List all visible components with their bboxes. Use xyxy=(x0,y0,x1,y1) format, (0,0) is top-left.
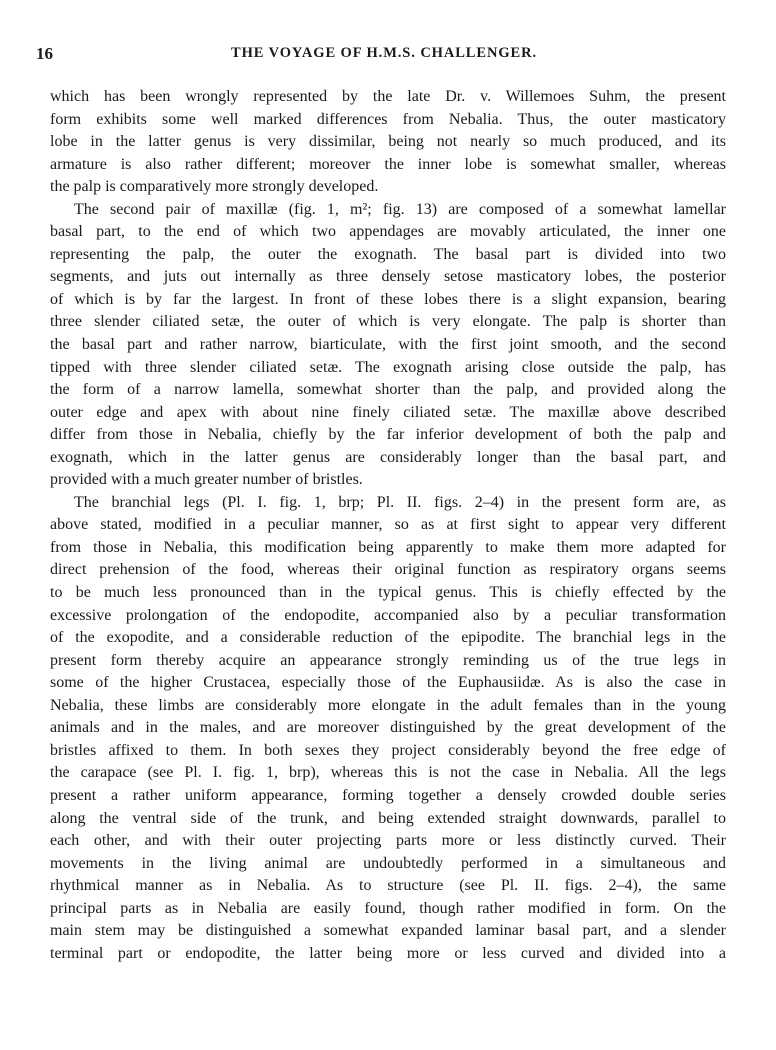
text-line: which has been wrongly represented by the late Dr. v. Willemoes Suhm, the present xyxy=(50,88,726,105)
text-line: the palp is comparatively more strongly developed. xyxy=(50,178,379,196)
text-line: the carapace (see Pl. I. fig. 1, brp), whereas this is not the case in Nebalia. All the legs xyxy=(50,764,726,782)
text-line: animals and in the males, and are moreover distinguished by the great development of the xyxy=(50,719,726,737)
text-line: the basal part and rather narrow, biarticulate, with the first joint smooth, and the second xyxy=(50,336,726,354)
paragraph-3 xyxy=(50,492,726,965)
text-line: the form of a narrow lamella, somewhat shorter than the palp, and provided along the xyxy=(50,381,726,399)
text-line: differ from those in Nebalia, chiefly by the far inferior development of both the palp and xyxy=(50,426,726,444)
page-number: 16 xyxy=(36,44,53,63)
text-line: Nebalia, these limbs are considerably more elongate in the adult females than in the young xyxy=(50,696,726,714)
text-line: outer edge and apex with about nine finely ciliated setæ. The maxillæ above described xyxy=(50,403,726,421)
text-line: exognath, which in the latter genus are considerably longer than the basal part, and xyxy=(50,448,726,466)
text-line: to be much less pronounced than in the typical genus. This is chiefly effected by the xyxy=(50,584,726,602)
paragraph-2 xyxy=(50,199,726,492)
text-line: tipped with three slender ciliated setæ. The exognath arising close outside the palp, has xyxy=(50,358,726,376)
text-line: principal parts as in Nebalia are easily found, though rather modified in form. On the xyxy=(50,899,726,917)
page-header xyxy=(36,44,732,68)
text-line: bristles affixed to them. In both sexes they project considerably beyond the free edge of xyxy=(50,741,726,759)
text-line: basal part, to the end of which two appendages are movably articulated, the inner one xyxy=(50,223,726,241)
text-line: present form thereby acquire an appearance strongly reminding us of the true legs in xyxy=(50,651,726,669)
text-line: rhythmical manner as in Nebalia. As to structure (see Pl. II. figs. 2–4), the same xyxy=(50,877,726,895)
text-line: The branchial legs (Pl. I. fig. 1, brp; Pl. II. figs. 2–4) in the present form are, as xyxy=(74,493,726,511)
text-line: provided with a much greater number of bristles. xyxy=(50,471,363,489)
text-line: form exhibits some well marked differences from Nebalia. Thus, the outer masticatory xyxy=(50,110,726,128)
text-line: three slender ciliated setæ, the outer of which is very elongate. The palp is shorter than xyxy=(50,313,726,331)
text-line: armature is also rather different; moreover the inner lobe is somewhat smaller, whereas xyxy=(50,155,726,173)
running-head: THE VOYAGE OF H.M.S. CHALLENGER. xyxy=(231,45,537,61)
text-line: present a rather uniform appearance, forming together a densely crowded double series xyxy=(50,786,726,804)
text-line: main stem may be distinguished a somewhat expanded laminar basal part, and a slender xyxy=(50,922,726,940)
body-text xyxy=(50,86,726,965)
text-line: above stated, modified in a peculiar manner, so as at first sight to appear very different xyxy=(50,516,726,534)
text-line: lobe in the latter genus is very dissimilar, being not nearly so much produced, and its xyxy=(50,133,726,151)
text-line: of which is by far the largest. In front of these lobes there is a slight expansion, bearing xyxy=(50,290,726,308)
text-line: from those in Nebalia, this modification being apparently to make them more adapted for xyxy=(50,538,726,556)
text-line: The second pair of maxillæ (fig. 1, m²; fig. 13) are composed of a somewhat lamellar xyxy=(74,200,726,218)
paragraph-1 xyxy=(50,86,726,199)
text-line: along the ventral side of the trunk, and being extended straight downwards, parallel to xyxy=(50,809,726,827)
text-line: segments, and juts out internally as three densely setose masticatory lobes, the posterior xyxy=(50,268,726,286)
text-line: direct prehension of the food, whereas their original function as respiratory organs seems xyxy=(50,561,726,579)
text-line: terminal part or endopodite, the latter being more or less curved and divided into a xyxy=(50,944,726,962)
text-line: excessive prolongation of the endopodite, accompanied also by a peculiar transformation xyxy=(50,606,726,624)
text-line: each other, and with their outer projecting parts more or less distinctly curved. Their xyxy=(50,832,726,850)
text-line: some of the higher Crustacea, especially those of the Euphausiidæ. As is also the case in xyxy=(50,674,726,692)
text-line: movements in the living animal are undoubtedly performed in a simultaneous and xyxy=(50,854,726,872)
text-line: representing the palp, the outer the exognath. The basal part is divided into two xyxy=(50,245,726,263)
text-line: of the exopodite, and a considerable reduction of the epipodite. The branchial legs in the xyxy=(50,629,726,647)
